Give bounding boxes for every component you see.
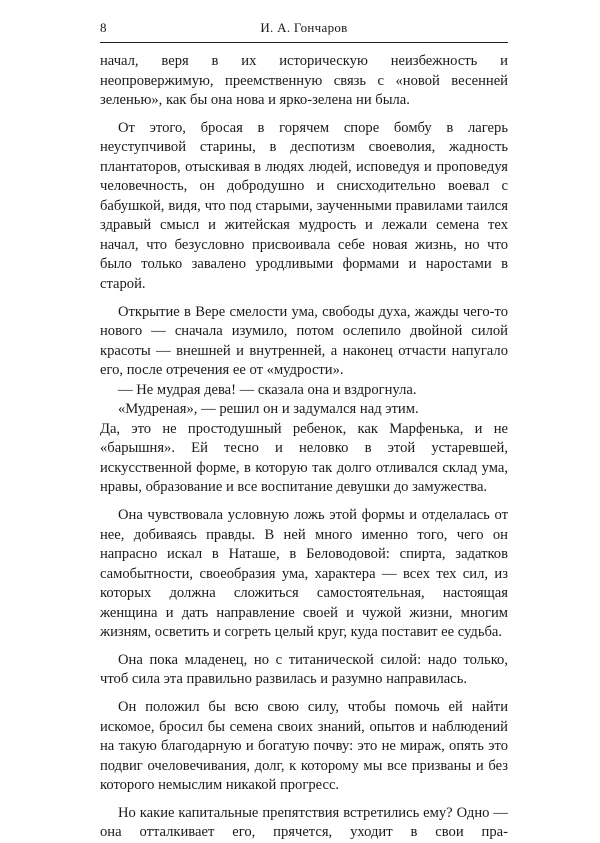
body-text: [100, 52, 508, 843]
paragraph: Она пока младенец, но с титанической силой: надо только, чтоб сила эта правильно развилась и разумно направилась.: [100, 651, 508, 688]
dialogue-line: «Мудреная», — решил он и задумался над этим.: [118, 401, 419, 418]
paragraph: начал, веря в их историческую неизбежность и неопровержимую, преемственную связь с «новой весенней зеленью», как бы она нова и ярко-зелена ни была.: [100, 53, 508, 109]
paragraph: Открытие в Вере смелости ума, свободы духа, жажды чего-то нового — сначала изумило, потом ослепило двойной силой красоты — внешней и внутренней, а наконец отчасти напугало его, после отречения ее от «мудрости».: [100, 303, 508, 379]
running-title: И. А. Гончаров: [260, 20, 348, 35]
paragraph: От этого, бросая в горячем споре бомбу в лагерь неуступчивой старины, в деспотизм своеволия, жадность плантаторов, отыскивая в людях людей, исповедуя и проповедуя человечность, он добродушно и снисходительно воевал с бабушкой, видя, что под старыми, заученными правилами таился здравый смысл и житейская мудрость и лежали семена тех начал, что безусловно присвоивала себе новая жизнь, но что было только завалено уродливыми формами и наростами в старой.: [100, 119, 508, 293]
running-head: [100, 20, 508, 43]
paragraph: Но какие капитальные препятствия встретились ему? Одно — она отталкивает его, прячется, уходит в свои пра-: [100, 804, 508, 841]
paragraph: Он положил бы всю свою силу, чтобы помочь ей найти искомое, бросил бы семена своих знаний, опытов и наблюдений на такую благодарную и богатую почву: это не мираж, опять это подвиг очеловечивания, долг, к которому мы все призваны и без которого немыслим никакой прогресс.: [100, 698, 508, 794]
paragraph: Да, это не простодушный ребенок, как Марфенька, и не «барышня». Ей тесно и неловко в этой устаревшей, искусственной форме, в которую так долго отливался склад ума, нравы, образование и все воспитание девушки до замужества.: [100, 420, 508, 496]
page-number: 8: [100, 20, 107, 35]
paragraph: Она чувствовала условную ложь этой формы и отделалась от нее, добиваясь правды. В ней много именно того, чего он напрасно искал в Наташе, в Беловодовой: спирта, задатков самобытности, своеобразия ума, характера — всех тех сил, из которых должна сложиться самостоятельная, настоящая женщина и дать направление своей и чужой жизни, многим жизням, осветить и согреть целый круг, куда поставит ее судьба.: [100, 507, 508, 641]
dialogue-line: — Не мудрая дева! — сказала она и вздрогнула.: [118, 381, 417, 398]
